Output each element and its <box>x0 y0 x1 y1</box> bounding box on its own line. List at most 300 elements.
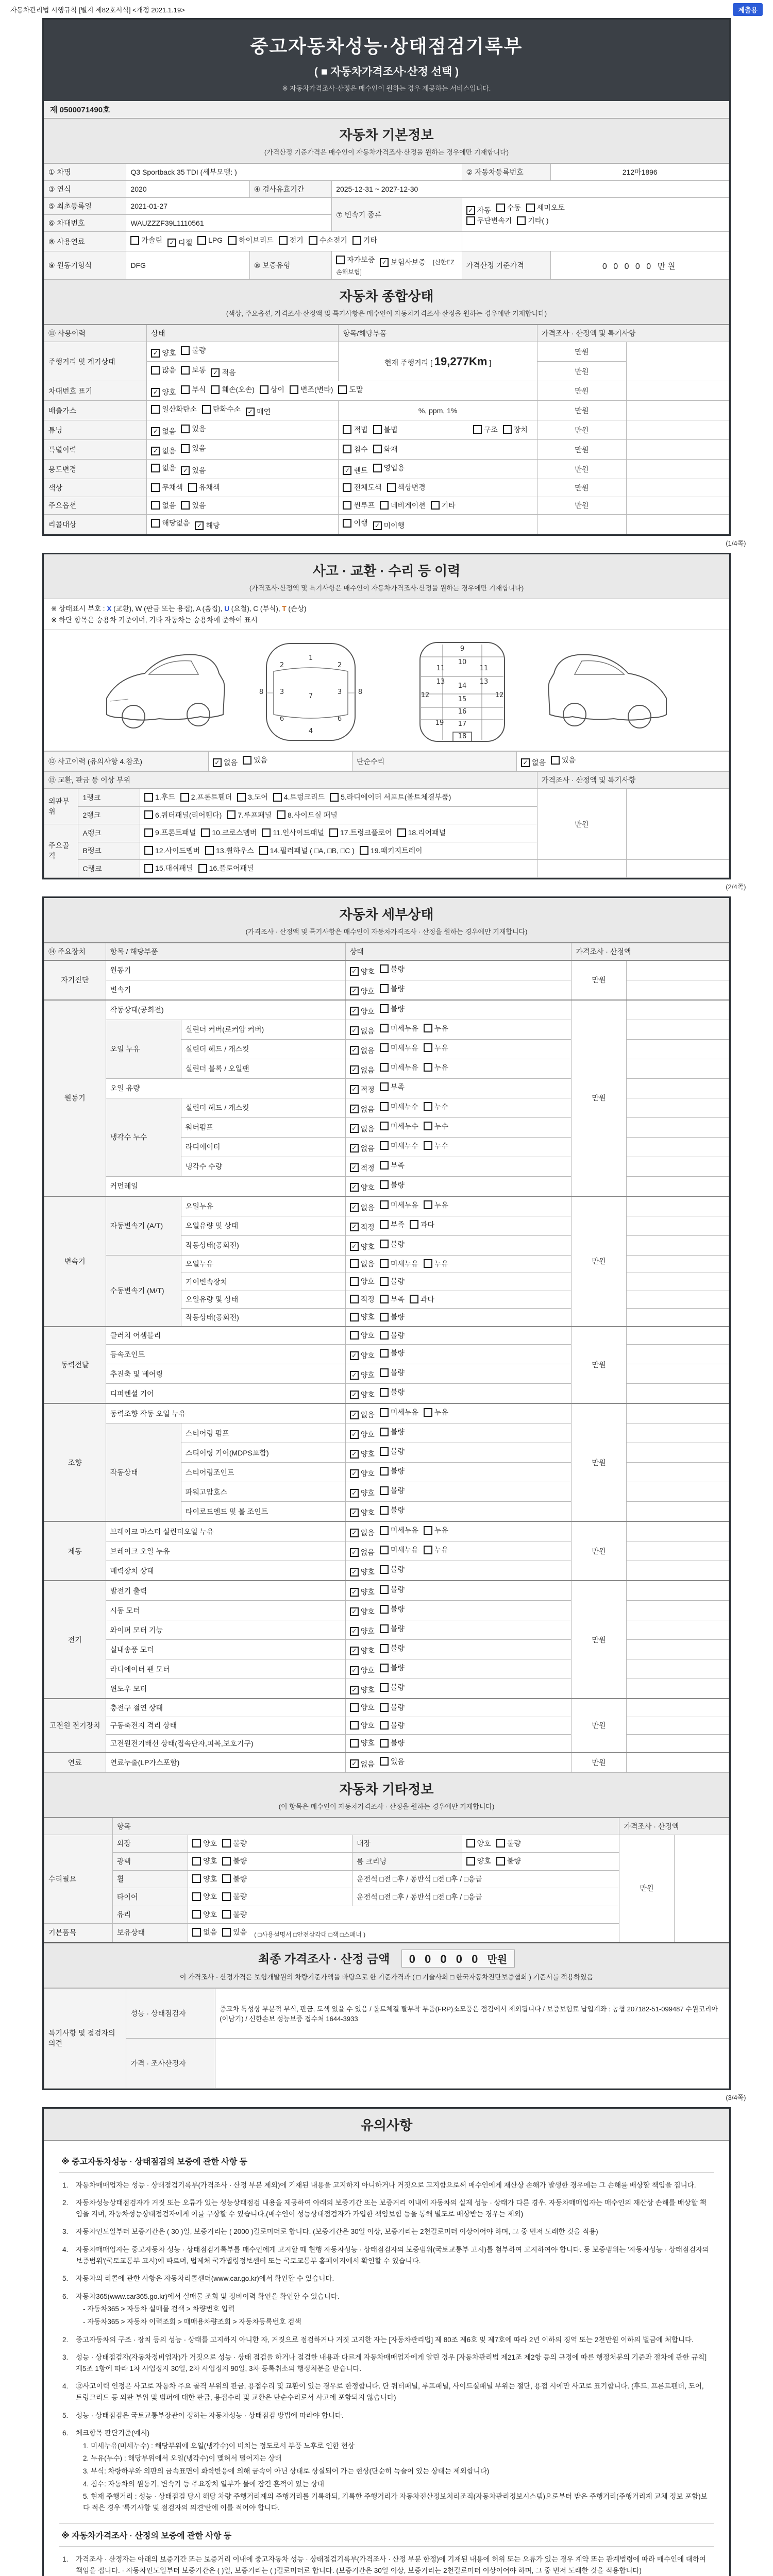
checkbox-option[interactable] <box>466 1838 491 1849</box>
checkbox-option[interactable] <box>410 1294 434 1304</box>
checkbox-option[interactable] <box>380 1505 405 1515</box>
table-cell <box>188 1853 352 1871</box>
checkbox-option[interactable] <box>424 1545 448 1555</box>
checkbox-option[interactable] <box>380 1720 405 1731</box>
checkbox-option[interactable] <box>181 384 206 395</box>
checkbox-option[interactable] <box>130 235 162 245</box>
checkbox-option[interactable] <box>380 1485 405 1496</box>
checkbox-option[interactable] <box>424 1407 448 1417</box>
checkbox-option[interactable] <box>350 1084 375 1095</box>
checkbox-option[interactable] <box>198 863 254 873</box>
item-label: 냉각수 수량 <box>181 1157 345 1176</box>
checkbox-option[interactable] <box>167 238 192 248</box>
checkbox-option[interactable] <box>237 792 268 802</box>
checkbox-option[interactable] <box>350 1312 375 1322</box>
checkbox-option[interactable] <box>380 1756 405 1767</box>
checkbox-option[interactable] <box>350 1389 375 1400</box>
checkbox-option[interactable] <box>350 1587 375 1597</box>
checkbox-option[interactable] <box>350 967 375 977</box>
item-label: 커먼레일 <box>106 1176 345 1196</box>
checked-checkbox-icon: ✓ <box>343 466 351 475</box>
unchecked-checkbox-icon <box>192 1839 201 1848</box>
checkbox-option[interactable] <box>211 384 254 395</box>
checkbox-option[interactable] <box>380 1294 405 1304</box>
remark-cell <box>626 1541 729 1561</box>
checkbox-option[interactable] <box>466 1856 491 1866</box>
checkbox-option[interactable] <box>350 1468 375 1479</box>
notice-item <box>62 2410 711 2421</box>
checkbox-label: 디젤 <box>178 239 193 247</box>
checkbox-option[interactable] <box>350 1370 375 1380</box>
checkbox-option[interactable] <box>343 482 381 493</box>
checkbox-option[interactable] <box>380 1141 418 1151</box>
checkbox-option[interactable] <box>350 1685 375 1695</box>
checkbox-label: 양호 <box>360 1371 375 1380</box>
checkbox-option[interactable] <box>466 215 512 226</box>
device-group-label: 고전원 전기장치 <box>44 1699 106 1753</box>
checkbox-option[interactable] <box>380 1682 405 1692</box>
checkbox-option[interactable] <box>380 1545 418 1555</box>
checkbox-option[interactable] <box>380 1584 405 1595</box>
table-row <box>44 325 729 342</box>
checkbox-option[interactable] <box>352 235 377 245</box>
table-cell: 단순수리 <box>352 752 517 771</box>
checkbox-option[interactable] <box>181 500 206 511</box>
checkbox-option[interactable] <box>503 425 528 435</box>
checkbox-option[interactable] <box>336 255 375 265</box>
checkbox-option[interactable] <box>551 755 576 765</box>
checkbox-option[interactable] <box>350 1665 375 1675</box>
unchecked-checkbox-icon <box>380 1644 389 1653</box>
checkbox-option[interactable] <box>517 215 548 226</box>
checkbox-option[interactable] <box>343 518 367 528</box>
checkbox-option[interactable] <box>227 810 272 820</box>
checkbox-label: 양호 <box>360 1242 375 1251</box>
remark-cell <box>626 1364 729 1384</box>
checkbox-option[interactable] <box>290 384 333 395</box>
checkbox-option[interactable] <box>343 500 375 511</box>
state-cell <box>345 1699 572 1717</box>
checkbox-label: 없음 <box>360 1105 375 1113</box>
checkbox-option[interactable] <box>350 1410 375 1420</box>
checkbox-option[interactable] <box>350 1626 375 1636</box>
checkbox-option[interactable] <box>273 792 325 802</box>
table-row <box>44 181 729 198</box>
checkbox-label: 누유 <box>434 1063 448 1072</box>
checkbox-option[interactable] <box>380 1525 418 1535</box>
unchecked-checkbox-icon <box>343 483 351 492</box>
checkbox-option[interactable] <box>181 345 206 355</box>
checkbox-option[interactable] <box>350 1182 375 1193</box>
checkbox-option[interactable] <box>380 1564 405 1574</box>
checkbox-option[interactable] <box>277 810 338 820</box>
checkbox-label: 양호 <box>203 1857 217 1866</box>
checkbox-option[interactable] <box>380 1427 405 1437</box>
checkbox-label: 수동 <box>507 204 521 212</box>
checkbox-option[interactable] <box>350 1124 375 1134</box>
checkbox-option[interactable] <box>424 1141 448 1151</box>
checkbox-option[interactable] <box>380 964 405 974</box>
document-title: 중고자동차성능·상태점검기록부 <box>250 36 523 57</box>
checkbox-option[interactable] <box>431 500 456 511</box>
checkbox-option[interactable] <box>260 384 284 395</box>
checkbox-option[interactable] <box>202 404 241 414</box>
checkbox-option[interactable] <box>262 827 324 838</box>
checkbox-option[interactable] <box>350 1045 375 1056</box>
checkbox-option[interactable] <box>222 1874 247 1884</box>
unchecked-checkbox-icon <box>496 1857 505 1866</box>
checkbox-option[interactable] <box>380 1446 405 1456</box>
checkbox-option[interactable] <box>424 1062 448 1073</box>
checkbox-option[interactable] <box>151 500 176 511</box>
checkbox-label: 부식 <box>192 385 206 394</box>
checkbox-option[interactable] <box>526 202 565 213</box>
checkbox-option[interactable] <box>151 365 176 375</box>
checkbox-option[interactable] <box>373 444 398 454</box>
remark-cell <box>626 1482 729 1502</box>
checkbox-option[interactable] <box>343 444 367 454</box>
notice-item <box>62 2244 711 2266</box>
price-cell: 만원 <box>572 1000 626 1196</box>
checkbox-option[interactable] <box>380 1367 405 1378</box>
checkbox-option[interactable] <box>151 482 183 493</box>
checkbox-option[interactable] <box>380 1604 405 1614</box>
table-cell: 가격산정 기준가격 <box>462 251 551 280</box>
checkbox-option[interactable] <box>350 1104 375 1114</box>
checkbox-option[interactable] <box>466 205 491 215</box>
table-row <box>44 251 729 280</box>
checkbox-option[interactable] <box>380 1219 405 1230</box>
checkbox-option[interactable] <box>380 1663 405 1673</box>
checkbox-label: 구조 <box>483 425 498 434</box>
unchecked-checkbox-icon <box>380 1388 389 1397</box>
checkbox-option[interactable] <box>151 348 176 358</box>
checkbox-option[interactable] <box>424 1043 448 1053</box>
checkbox-option[interactable] <box>211 367 236 378</box>
checked-checkbox-icon: ✓ <box>151 349 160 358</box>
checkbox-option[interactable] <box>222 1909 247 1920</box>
checkbox-option[interactable] <box>144 863 193 873</box>
checked-checkbox-icon: ✓ <box>350 1509 359 1517</box>
item-label: 실린더 커버(로커암 커버) <box>181 1020 345 1039</box>
notice-body <box>44 2141 729 2576</box>
checkbox-option[interactable] <box>350 1242 375 1252</box>
checkbox-option[interactable] <box>380 1043 418 1053</box>
checkbox-label: 침수 <box>354 445 368 453</box>
checkbox-option[interactable] <box>380 1180 405 1190</box>
overall-state-table <box>44 325 729 534</box>
checkbox-option[interactable] <box>350 1488 375 1498</box>
table-cell: 만원 <box>537 401 626 420</box>
unchecked-checkbox-icon <box>380 1180 389 1189</box>
checkbox-option[interactable] <box>151 518 190 528</box>
checkbox-option[interactable] <box>350 1006 375 1016</box>
unchecked-checkbox-icon <box>551 756 560 765</box>
checkbox-option[interactable] <box>279 235 304 245</box>
table-row <box>44 1640 729 1659</box>
checkbox-label: 적정 <box>360 1163 375 1172</box>
checkbox-label: 14.필러패널 ( □A, □B, □C ) <box>270 846 355 855</box>
checked-checkbox-icon: ✓ <box>211 368 220 377</box>
checkbox-option[interactable] <box>350 1738 375 1748</box>
checkbox-option[interactable] <box>424 1200 448 1210</box>
remark-cell <box>626 1327 729 1345</box>
checkbox-option[interactable] <box>350 1350 375 1361</box>
checkbox-option[interactable] <box>350 1429 375 1439</box>
notice-item-text: ⑫사고이력 인정은 사고로 자동차 주요 골격 부위의 판금, 용접수리 및 교환이 있는 경우로 한정합니다. 단 쿼터패널, 루프패널, 사이드실패널 부위는 절단, 용접 시에만 사고로 표기합니다. (후드, 프론트펜더, 도어, 트렁크리드 등 외판 부위 및 범퍼에 대한 판금, 용접수리 및 교환은 단순수리로서 사고에 포함되지 않습니다) <box>76 2382 704 2401</box>
checkbox-option[interactable] <box>350 986 375 996</box>
checkbox-option[interactable] <box>350 1294 375 1304</box>
remark-cell <box>626 1502 729 1522</box>
unchecked-checkbox-icon <box>222 1928 231 1937</box>
checkbox-option[interactable] <box>380 984 405 994</box>
checkbox-option[interactable] <box>424 1525 448 1535</box>
checkbox-option[interactable] <box>201 827 257 838</box>
table-row <box>44 1176 729 1196</box>
checkbox-option[interactable] <box>424 1259 448 1269</box>
checkbox-option[interactable] <box>151 387 176 397</box>
checkbox-option[interactable] <box>380 1387 405 1397</box>
table-cell <box>140 824 537 842</box>
remark-cell <box>626 1157 729 1176</box>
checkbox-option[interactable] <box>350 1547 375 1557</box>
checkbox-option[interactable] <box>192 1874 217 1884</box>
notice-subitem: - 자동차365 > 자동차 실매물 검색 > 차량번호 입력 <box>83 2305 235 2313</box>
checkbox-option[interactable] <box>350 1202 375 1213</box>
checkbox-option[interactable] <box>197 236 223 245</box>
table-row <box>44 1020 729 1039</box>
checkbox-option[interactable] <box>380 1643 405 1653</box>
checkbox-option[interactable] <box>496 1838 521 1849</box>
legend-part: A <box>196 605 200 613</box>
checkbox-label: 양호 <box>360 1277 375 1286</box>
checkbox-option[interactable] <box>350 1065 375 1075</box>
checkbox-option[interactable] <box>222 1838 247 1849</box>
table-cell: 가격 · 조사산정자 <box>126 2038 215 2088</box>
checkbox-option[interactable] <box>380 257 426 267</box>
table-cell <box>626 420 729 440</box>
checkbox-label: 불량 <box>390 1644 405 1653</box>
checkbox-label: 양호 <box>360 1703 375 1712</box>
checkbox-option[interactable] <box>192 1927 217 1937</box>
checkbox-option[interactable] <box>380 1738 405 1748</box>
checkbox-option[interactable] <box>329 827 392 838</box>
checkbox-option[interactable] <box>350 1507 375 1518</box>
checkbox-option[interactable] <box>343 465 367 476</box>
table-cell: 중고차 특성상 부분적 부식, 판금, 도색 있을 수 있음 / 볼트체결 탈부착 부품(FRP)소모품은 점검에서 제외됩니다 / 보증보험료 납입계좌 : 농협 207182-51-099487 수원코리아(이남기) / 신한손보 성능보증 접수처 1644-3933 <box>215 1988 729 2038</box>
checkbox-option[interactable] <box>397 827 446 838</box>
checkbox-option[interactable] <box>380 500 426 511</box>
unchecked-checkbox-icon <box>380 1585 389 1594</box>
checkbox-option[interactable] <box>213 757 238 768</box>
checkbox-option[interactable] <box>496 202 521 213</box>
checkbox-option[interactable] <box>380 1312 405 1322</box>
checkbox-label: 불량 <box>233 1892 247 1901</box>
checkbox-option[interactable] <box>350 1276 375 1286</box>
checkbox-option[interactable] <box>380 1407 418 1417</box>
unchecked-checkbox-icon <box>380 1546 389 1554</box>
checkbox-option[interactable] <box>380 1623 405 1634</box>
unchecked-checkbox-icon <box>343 519 351 528</box>
checkbox-label: 가솔린 <box>141 236 163 244</box>
unchecked-checkbox-icon <box>424 1526 432 1535</box>
page-marker-2: (2/4쪽) <box>726 883 746 891</box>
checkbox-label: 양호 <box>203 1874 217 1883</box>
unchecked-checkbox-icon <box>181 366 190 375</box>
checkbox-option[interactable] <box>380 1348 405 1358</box>
checkbox-option[interactable] <box>380 1466 405 1476</box>
checkbox-option[interactable] <box>387 482 426 493</box>
unchecked-checkbox-icon <box>380 1024 389 1032</box>
checkbox-option[interactable] <box>380 1082 405 1092</box>
checkbox-option[interactable] <box>350 1449 375 1459</box>
checkbox-label: 해당 <box>206 521 220 530</box>
table-cell: ⑥ 차대번호 <box>44 215 126 232</box>
checkbox-option[interactable] <box>205 845 254 856</box>
price-cell: 만원 <box>572 960 626 1000</box>
checkbox-option[interactable] <box>380 1276 405 1286</box>
checkbox-option[interactable] <box>380 1004 405 1014</box>
checkbox-option[interactable] <box>338 384 363 395</box>
checkbox-option[interactable] <box>350 1330 375 1341</box>
checkbox-option[interactable] <box>380 1702 405 1713</box>
checkbox-option[interactable] <box>222 1927 247 1937</box>
checkbox-option[interactable] <box>330 792 451 802</box>
state-cell <box>345 1327 572 1345</box>
checkbox-option[interactable] <box>343 425 367 435</box>
checkbox-label: 불량 <box>390 964 405 973</box>
table-cell: 가격조사 · 산정액 <box>619 1818 729 1835</box>
remark-cell <box>626 1273 729 1291</box>
checkbox-option[interactable] <box>473 425 498 435</box>
checkbox-option[interactable] <box>424 1023 448 1033</box>
table-cell: 주요골격 <box>44 824 78 878</box>
svg-text:11: 11 <box>479 665 489 673</box>
checkbox-option[interactable] <box>373 463 405 473</box>
checkbox-option[interactable] <box>181 443 206 453</box>
checkbox-option[interactable] <box>350 1702 375 1713</box>
checkbox-option[interactable] <box>151 404 197 414</box>
checkbox-option[interactable] <box>309 235 347 245</box>
unchecked-checkbox-icon <box>424 1546 432 1554</box>
checkbox-option[interactable] <box>373 520 405 531</box>
checkbox-option[interactable] <box>350 1163 375 1173</box>
table-cell <box>147 440 339 460</box>
checked-checkbox-icon: ✓ <box>350 1647 359 1655</box>
notice-item-number: 4. <box>62 2382 69 2391</box>
checkbox-option[interactable] <box>350 1026 375 1036</box>
checkbox-option[interactable] <box>380 1259 418 1269</box>
checkbox-option[interactable] <box>195 520 220 531</box>
checkbox-option[interactable] <box>380 1062 418 1073</box>
checked-checkbox-icon: ✓ <box>151 447 160 455</box>
checkbox-option[interactable] <box>192 1838 217 1849</box>
checkbox-option[interactable] <box>151 446 176 456</box>
table-cell: 운전석 □전 □후 / 동반석 □전 □후 / □응급 <box>352 1870 619 1888</box>
checkbox-option[interactable] <box>151 463 176 473</box>
remark-cell <box>626 1059 729 1078</box>
checkbox-option[interactable] <box>373 425 398 435</box>
checkbox-option[interactable] <box>350 1222 375 1232</box>
checkbox-option[interactable] <box>350 1528 375 1538</box>
checkbox-option[interactable] <box>144 792 175 802</box>
checkbox-option[interactable] <box>380 1239 405 1249</box>
checkbox-option[interactable] <box>380 1160 405 1171</box>
checkbox-option[interactable] <box>380 1330 405 1341</box>
checkbox-option[interactable] <box>350 1567 375 1577</box>
checkbox-option[interactable] <box>350 1606 375 1617</box>
checkbox-option[interactable] <box>380 1200 418 1210</box>
table-cell: 가격조사 · 산정액 및 특기사항 <box>537 325 729 342</box>
checkbox-label: 하이브리드 <box>239 236 274 244</box>
checkbox-option[interactable] <box>521 757 546 768</box>
checkbox-option[interactable] <box>350 1646 375 1656</box>
checkbox-option[interactable] <box>246 406 271 417</box>
state-cell <box>345 1196 572 1216</box>
unchecked-checkbox-icon <box>517 216 526 225</box>
checkbox-label: 세미오토 <box>536 204 565 212</box>
checkbox-option[interactable] <box>144 810 222 820</box>
notice-item-number: 2. <box>62 2199 69 2207</box>
checkbox-option[interactable] <box>228 235 274 245</box>
checkbox-option[interactable] <box>243 755 267 765</box>
checkbox-label: 17.트렁크플로어 <box>340 828 392 837</box>
checkbox-option[interactable] <box>424 1121 448 1131</box>
checkbox-option[interactable] <box>380 1101 418 1112</box>
checkbox-option[interactable] <box>350 1259 375 1269</box>
checkbox-option[interactable] <box>188 482 220 493</box>
checkbox-option[interactable] <box>496 1856 521 1866</box>
checkbox-option[interactable] <box>350 1720 375 1731</box>
checkbox-option[interactable] <box>350 1143 375 1154</box>
checkbox-option[interactable] <box>380 1121 418 1131</box>
checkbox-label: 11.인사이드패널 <box>273 828 325 837</box>
checkbox-option[interactable] <box>424 1101 448 1112</box>
checkbox-option[interactable] <box>222 1891 247 1902</box>
checkbox-option[interactable] <box>410 1219 434 1230</box>
item-label: 스티어링 기어(MDPS포함) <box>181 1443 345 1463</box>
table-cell <box>626 479 729 497</box>
state-cell <box>345 1541 572 1561</box>
checkbox-option[interactable] <box>144 827 196 838</box>
checkbox-option[interactable] <box>259 845 355 856</box>
checkbox-option[interactable] <box>151 426 176 436</box>
remark-cell <box>626 1216 729 1235</box>
checkbox-option[interactable] <box>192 1856 217 1866</box>
state-cell <box>345 1117 572 1137</box>
checkbox-option[interactable] <box>181 423 206 434</box>
state-cell <box>345 1403 572 1423</box>
checkbox-option[interactable] <box>350 1759 375 1769</box>
checkbox-option[interactable] <box>192 1909 217 1920</box>
unchecked-checkbox-icon <box>496 1839 505 1848</box>
table-cell: 만원 <box>619 1835 674 1942</box>
checkbox-option[interactable] <box>180 792 232 802</box>
checkbox-option[interactable] <box>192 1891 217 1902</box>
checkbox-option[interactable] <box>222 1856 247 1866</box>
checkbox-label: 일산화탄소 <box>162 405 197 413</box>
unchecked-checkbox-icon <box>259 846 268 855</box>
checkbox-option[interactable] <box>181 465 206 476</box>
section-title: 자동차 세부상태 <box>339 906 434 922</box>
checkbox-option[interactable] <box>360 845 423 856</box>
checkbox-option[interactable] <box>181 365 206 375</box>
table-row <box>44 1255 729 1273</box>
checkbox-option[interactable] <box>380 1023 418 1033</box>
checkbox-option[interactable] <box>144 845 200 856</box>
table-cell: 특별이력 <box>44 440 147 460</box>
notice-item-number: 4. <box>62 2246 69 2254</box>
